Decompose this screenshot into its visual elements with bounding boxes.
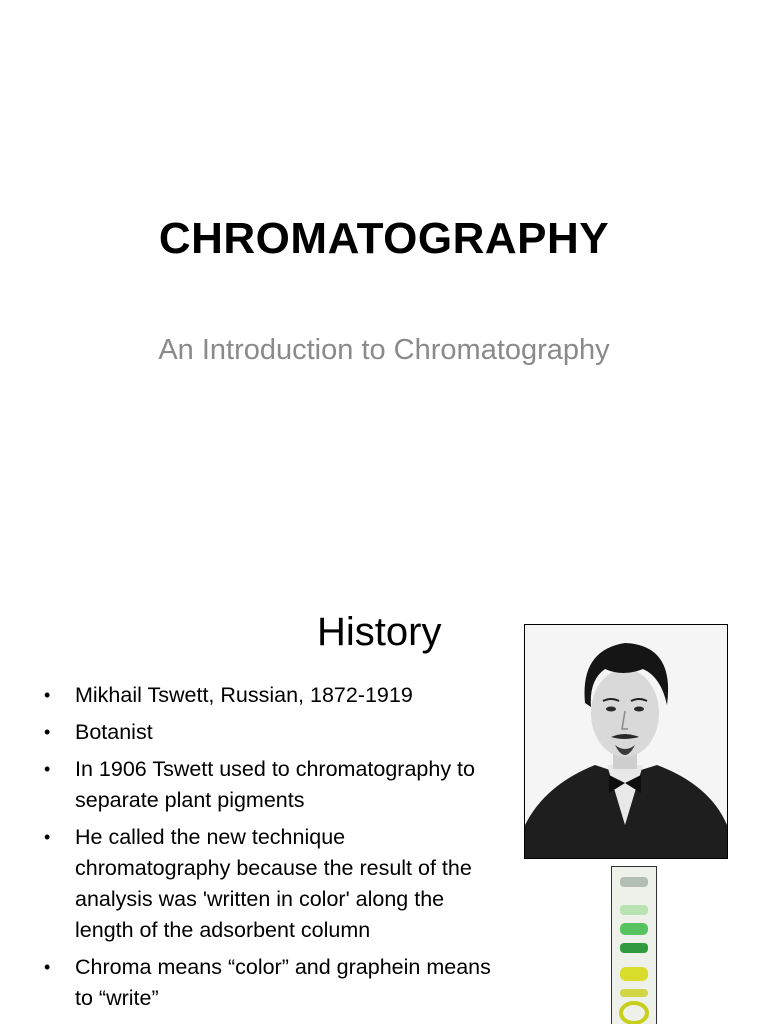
bullet-icon: • [44,685,51,705]
portrait-photo [524,624,728,859]
bullet-text: In 1906 Tswett used to chromatography to separate plant pigments [75,757,475,812]
bullet-item [44,822,494,946]
column-illustration [612,867,656,1024]
bullet-icon: • [44,722,51,742]
portrait-illustration [525,625,727,858]
bullet-text: Botanist [75,720,153,744]
bullet-icon: • [44,827,51,847]
bullet-text: Chroma means “color” and graphein means to “write” [75,955,491,1010]
history-slide [0,576,768,1024]
bullet-item [44,952,494,1014]
bullet-item [44,717,494,748]
bullet-icon: • [44,759,51,779]
bullet-text: He called the new technique chromatography because the result of the analysis was 'written in color' along the length of the adsorbent column [75,825,472,942]
history-bullet-list [44,680,494,1020]
history-heading: History [317,610,442,654]
slide-subtitle: An Introduction to Chromatography [158,334,610,366]
bullet-icon: • [44,957,51,977]
chromatography-column-photo [611,866,657,1024]
bullet-text: Mikhail Tswett, Russian, 1872-1919 [75,683,413,707]
slide-title: CHROMATOGRAPHY [158,214,610,263]
bullet-item [44,754,494,816]
bullet-item [44,680,494,711]
